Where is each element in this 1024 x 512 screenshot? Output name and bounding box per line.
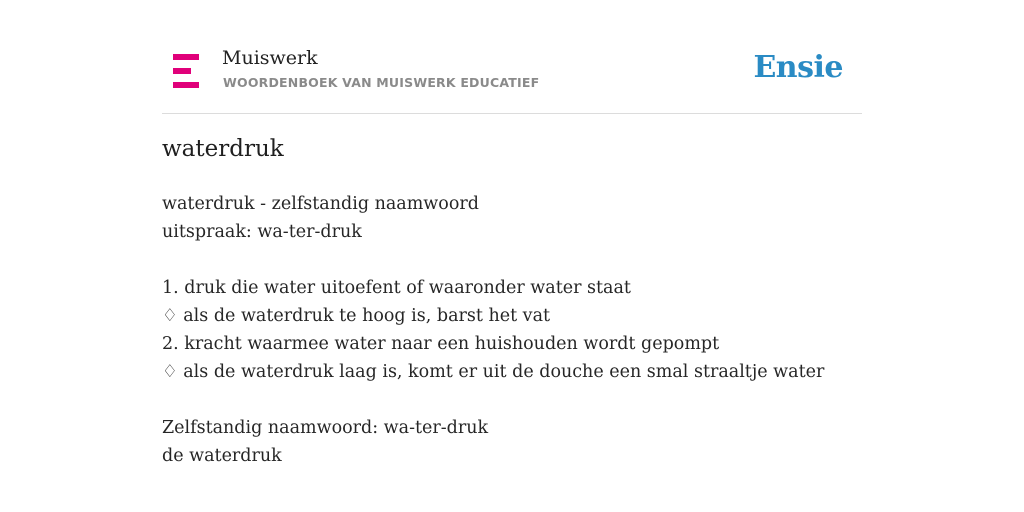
definition-2-example: ♢ als de waterdruk laag is, komt er uit de douche een smal straaltje water bbox=[162, 362, 825, 382]
spacer bbox=[162, 386, 862, 414]
logo-bar-middle bbox=[173, 68, 191, 74]
site-header bbox=[162, 40, 862, 114]
part-of-speech-line: waterdruk - zelfstandig naamwoord bbox=[162, 194, 479, 214]
brand-name[interactable]: Muiswerk bbox=[222, 47, 318, 69]
definition-1-example: ♢ als de waterdruk te hoog is, barst het vat bbox=[162, 306, 551, 326]
entry-title: waterdruk bbox=[162, 136, 284, 162]
definition-1: 1. druk die water uitoefent of waaronder water staat bbox=[162, 278, 631, 298]
entry-content bbox=[162, 190, 862, 470]
spacer bbox=[162, 246, 862, 274]
article-line: de waterdruk bbox=[162, 446, 282, 466]
logo-bar-bottom bbox=[173, 82, 199, 88]
definition-2: 2. kracht waarmee water naar een huishouden wordt gepompt bbox=[162, 334, 720, 354]
brand-subtitle: WOORDENBOEK VAN MUISWERK EDUCATIEF bbox=[223, 75, 540, 90]
muiswerk-logo-icon[interactable] bbox=[173, 54, 199, 88]
pronunciation-line: uitspraak: wa-ter-druk bbox=[162, 222, 362, 242]
logo-bar-top bbox=[173, 54, 199, 60]
ensie-logo[interactable]: Ensie bbox=[753, 50, 843, 85]
grammar-line: Zelfstandig naamwoord: wa-ter-druk bbox=[162, 418, 489, 438]
